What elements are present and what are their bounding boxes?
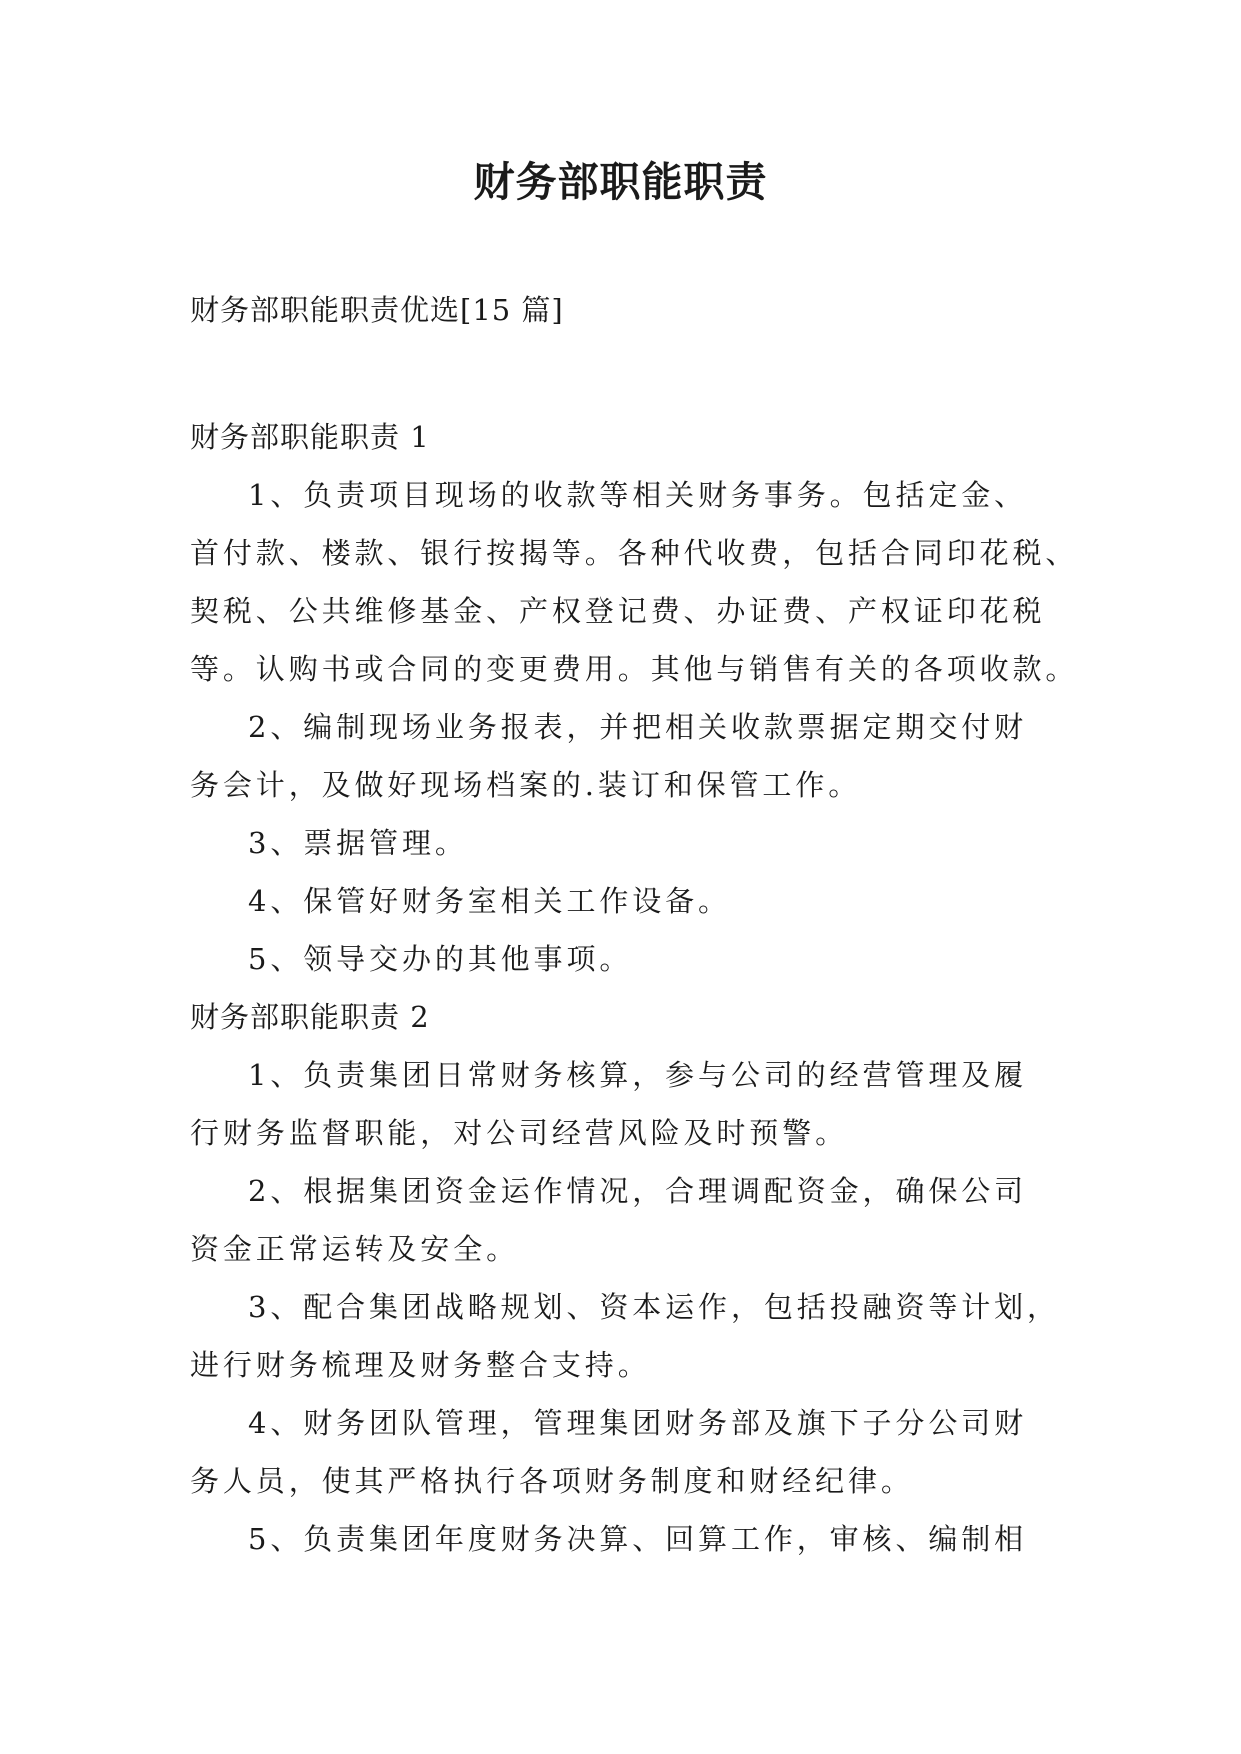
- paragraph-line: 4、保管好财务室相关工作设备。: [248, 884, 731, 918]
- section-heading: 财务部职能职责 1: [190, 420, 430, 454]
- paragraph-line: 2、根据集团资金运作情况，合理调配资金，确保公司: [248, 1174, 1028, 1208]
- paragraph-line: 契税、公共维修基金、产权登记费、办证费、产权证印花税: [190, 594, 1046, 628]
- paragraph-line: 资金正常运转及安全。: [190, 1232, 520, 1266]
- document-body: [190, 408, 1079, 1568]
- paragraph-line: 务会计，及做好现场档案的.装订和保管工作。: [190, 768, 862, 802]
- page-title: 财务部职能职责: [473, 158, 768, 206]
- paragraph-line: 务人员，使其严格执行各项财务制度和财经纪律。: [190, 1464, 914, 1498]
- paragraph-line: 3、票据管理。: [248, 826, 468, 860]
- paragraph-line: 3、配合集团战略规划、资本运作，包括投融资等计划，: [248, 1290, 1060, 1324]
- paragraph-line: 首付款、楼款、银行按揭等。各种代收费，包括合同印花税、: [190, 536, 1079, 570]
- paragraph-line: 5、负责集团年度财务决算、回算工作，审核、编制相: [248, 1522, 1028, 1556]
- paragraph-line: 5、领导交办的其他事项。: [248, 942, 633, 976]
- paragraph-line: 1、负责集团日常财务核算，参与公司的经营管理及履: [248, 1058, 1028, 1092]
- section-heading: 财务部职能职责 2: [190, 1000, 430, 1034]
- paragraph-line: 2、编制现场业务报表，并把相关收款票据定期交付财: [248, 710, 1028, 744]
- paragraph-line: 1、负责项目现场的收款等相关财务事务。包括定金、: [248, 478, 1028, 512]
- paragraph-line: 行财务监督职能，对公司经营风险及时预警。: [190, 1116, 849, 1150]
- page-subtitle: 财务部职能职责优选[15 篇]: [190, 293, 564, 327]
- paragraph-line: 4、财务团队管理，管理集团财务部及旗下子分公司财: [248, 1406, 1028, 1440]
- paragraph-line: 进行财务梳理及财务整合支持。: [190, 1348, 651, 1382]
- paragraph-line: 等。认购书或合同的变更费用。其他与销售有关的各项收款。: [190, 652, 1079, 686]
